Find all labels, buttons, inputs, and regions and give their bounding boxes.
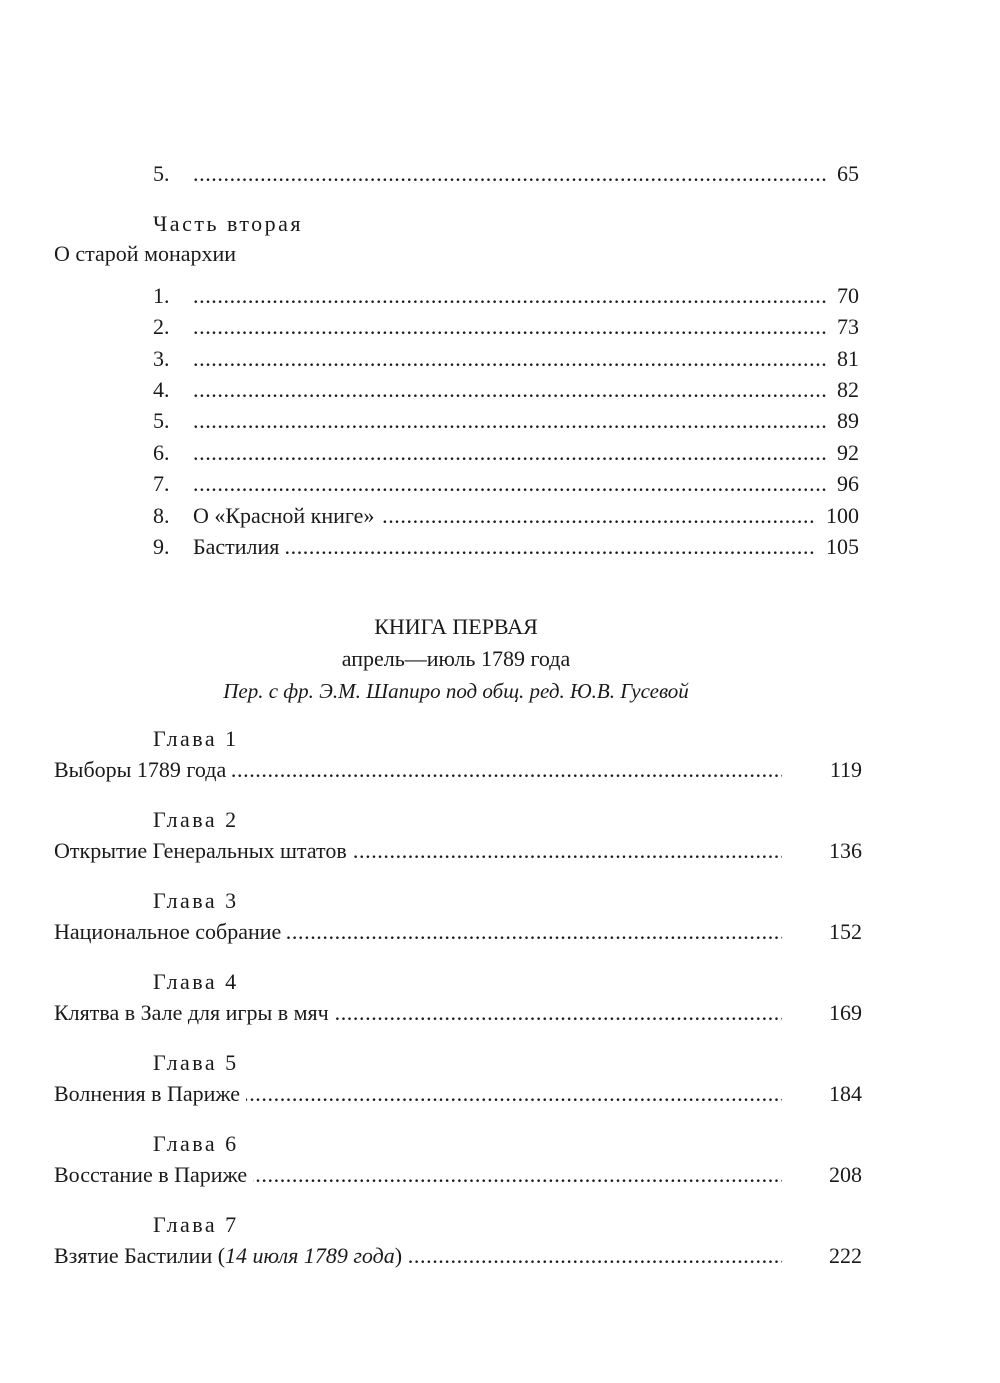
- chapter-title: Клятва в Зале для игры в мяч: [54, 999, 335, 1027]
- chapter-title: Открытие Генеральных штатов: [54, 837, 353, 865]
- chapter-entry: [0, 918, 1000, 946]
- entry-page: 89: [827, 407, 859, 435]
- chapter-page: 222: [800, 1242, 862, 1270]
- toc-entry: [0, 313, 1000, 341]
- entry-page: 92: [827, 439, 859, 467]
- toc-entry: [0, 407, 1000, 435]
- entry-page: 65: [827, 160, 859, 188]
- toc-entry: [0, 160, 1000, 188]
- toc-entry: [0, 282, 1000, 310]
- dot-leader: [193, 345, 827, 373]
- chapter-entry: [0, 756, 1000, 784]
- entry-page: 96: [827, 470, 859, 498]
- entry-page: 100: [815, 502, 859, 530]
- chapter-title-date: 14 июля 1789 года: [225, 1243, 395, 1268]
- chapter-title: Национальное собрание: [54, 918, 287, 946]
- chapter-title: Восстание в Париже: [54, 1161, 253, 1189]
- chapter-heading: Глава 1: [153, 726, 239, 751]
- chapter-title-close: ): [394, 1243, 403, 1268]
- chapter-entry: [0, 1242, 1000, 1270]
- chapter-heading: Глава 2: [153, 807, 239, 832]
- entry-page: 105: [815, 533, 859, 561]
- chapter-page: 152: [800, 918, 862, 946]
- toc-entry: [0, 345, 1000, 373]
- entry-page: 73: [827, 313, 859, 341]
- translator-note: Пер. с фр. Э.М. Шапиро под общ. ред. Ю.В. Гусевой: [223, 679, 689, 703]
- entry-number: 1.: [153, 283, 170, 308]
- book-title: КНИГА ПЕРВАЯ: [374, 614, 538, 639]
- entry-page: 70: [827, 282, 859, 310]
- chapter-entry: [0, 1080, 1000, 1108]
- chapter-heading: Глава 5: [153, 1050, 239, 1075]
- entry-number: 9.: [153, 534, 170, 559]
- chapter-title: Выборы 1789 года: [54, 756, 232, 784]
- chapter-entry: [0, 999, 1000, 1027]
- chapter-entry: [0, 1161, 1000, 1189]
- chapter-entry: [0, 837, 1000, 865]
- dot-leader: [193, 313, 827, 341]
- toc-entry: [0, 470, 1000, 498]
- entry-page: 82: [827, 376, 859, 404]
- entry-number: 6.: [153, 440, 170, 465]
- entry-number: 7.: [153, 471, 170, 496]
- entry-number: 5.: [153, 161, 170, 186]
- entry-number: 3.: [153, 346, 170, 371]
- part-heading: Часть вторая: [153, 211, 304, 236]
- chapter-title: Волнения в Париже: [54, 1080, 246, 1108]
- book-period: апрель—июль 1789 года: [341, 646, 571, 671]
- chapter-page: 119: [800, 756, 862, 784]
- chapter-title: [54, 1242, 408, 1270]
- entry-title: Бастилия: [193, 533, 285, 561]
- dot-leader: [193, 470, 827, 498]
- chapter-title-text: Взятие Бастилии (: [54, 1243, 226, 1268]
- chapter-page: 136: [800, 837, 862, 865]
- toc-entry: [0, 376, 1000, 404]
- entry-number: 4.: [153, 377, 170, 402]
- part-title: О старой монархии: [54, 241, 237, 266]
- chapter-page: 208: [800, 1161, 862, 1189]
- dot-leader: [193, 376, 827, 404]
- toc-entry: [0, 533, 1000, 561]
- dot-leader: [193, 439, 827, 467]
- dot-leader: [193, 282, 827, 310]
- chapter-heading: Глава 7: [153, 1212, 239, 1237]
- entry-page: 81: [827, 345, 859, 373]
- chapter-heading: Глава 6: [153, 1131, 239, 1156]
- entry-number: 5.: [153, 408, 170, 433]
- entry-number: 2.: [153, 314, 170, 339]
- entry-number: 8.: [153, 503, 170, 528]
- chapter-page: 169: [800, 999, 862, 1027]
- chapter-heading: Глава 4: [153, 969, 239, 994]
- chapter-page: 184: [800, 1080, 862, 1108]
- entry-title: О «Красной книге»: [193, 502, 380, 530]
- dot-leader: [193, 160, 827, 188]
- toc-entry: [0, 439, 1000, 467]
- chapter-heading: Глава 3: [153, 888, 239, 913]
- toc-entry: [0, 502, 1000, 530]
- dot-leader: [193, 407, 827, 435]
- dot-leader: [193, 533, 815, 561]
